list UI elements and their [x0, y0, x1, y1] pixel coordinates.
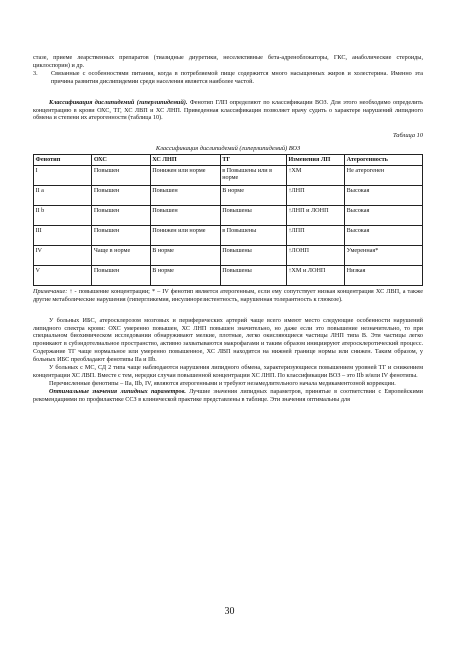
table-cell: Высокая: [345, 225, 423, 245]
table-row: [34, 265, 423, 285]
paragraph-ms-sd2: У больных с МС, СД 2 типа чаще наблюдаются нарушения липидного обмена, характеризующиеся повышением уровней ТГ и снижением концентрации ХС ЛВП. Вместе с тем, нередки случаи повышенной концентрации ХС ЛНП. По классификации ВОЗ – это IIb и/или IV фенотипы.: [33, 364, 423, 379]
table-cell: В норме: [150, 245, 220, 265]
paragraph-phenotypes: Перечисленные фенотипы – IIa, IIb, IV, являются атерогенными и требуют незамедлительного начала медикаментозной коррекции.: [49, 379, 396, 387]
optimal-values-text: Лучшие значения липидных параметров, принятые в соответствии с Европейскими рекомендациями по профилактике ССЗ в клинической практике представлены в таблице. Эти значения оптимальны для: [33, 387, 423, 403]
table-row: [34, 165, 423, 185]
table-row: [34, 225, 423, 245]
list-number: 3.: [33, 69, 38, 77]
table-caption: Классификация дислипидемий (гиперлипидемий) ВОЗ: [155, 145, 301, 153]
paragraph-optimal-values: [33, 388, 423, 404]
paragraph-classification: [33, 99, 423, 123]
table-cell: Высокая: [345, 185, 423, 205]
table-cell: Чаще в норме: [92, 245, 150, 265]
table-cell: В норме: [220, 185, 286, 205]
table-cell: Повышены: [220, 245, 286, 265]
table-cell: Повышен: [92, 265, 150, 285]
table-cell: Не атерогенен: [345, 165, 423, 185]
table-cell: Повышен: [92, 225, 150, 245]
table-cell: ↑ЛНП и ЛОНП: [286, 205, 344, 225]
note-text: ↑ - повышение концентрации; * – IV фенотип является атерогенным, если ему сопутствует низкая концентрация ХС ЛВП, а также другие метаболические нарушения (гипергликемия, инсулинорезистентность, нарушенная толерантность к глюкозе).: [33, 287, 423, 303]
table-cell: Повышен: [92, 165, 150, 185]
table-row: [34, 245, 423, 265]
header-atherogenicity: Атерогенность: [345, 155, 423, 166]
table-cell: в Повышены: [220, 225, 286, 245]
table-cell: Повышены: [220, 205, 286, 225]
table-cell: ↑ЛОНП: [286, 245, 344, 265]
table-cell: I: [34, 165, 92, 185]
header-ohs: ОХС: [92, 155, 150, 166]
table-cell: ↑ЛПП: [286, 225, 344, 245]
table-cell: II b: [34, 205, 92, 225]
table-cell: III: [34, 225, 92, 245]
table-cell: Высокая: [345, 205, 423, 225]
header-tg: ТГ: [220, 155, 286, 166]
table-cell: Понижен или норме: [150, 225, 220, 245]
table-header-row: [34, 155, 423, 166]
paragraph-causes-continuation: стазе, приеме леарственных препаратов (тиазидные диуретики, неселективные бета-адреноблокаторы, ГКС, анаболические стероиды, циклоспорин) и др.: [33, 54, 423, 69]
table-cell: ↑ХМ и ЛОНП: [286, 265, 344, 285]
table-cell: Умеренная*: [345, 245, 423, 265]
table-row: [34, 205, 423, 225]
note-label: Примечание:: [33, 287, 68, 295]
table-cell: V: [34, 265, 92, 285]
table-cell: II a: [34, 185, 92, 205]
paragraph-ibs: У больных ИБС, атеросклерозом мозговых и периферических артерий чаще всего имеют место следующие особенности нарушений липидного спектра крови: ОХС умеренно повышен, ХС ЛНП повышен значительно, но даже если это повышение незначительно, то при специальном биохимическом исследовании обнаруживают мелкие, плотные, легко окисляющиеся частицы ЛНП типа В. Эти частицы легко проникают в субэндотелиальное пространство, активно захватываются макрофагами и таким образом инициируют атеросклеротический процесс. Содержание ТГ чаще нормальное или умеренно повышенное, ХС ЛВП находится на нижней границе нормы или снижен. Таким образом, у больных ИБС преобладают фенотипы IIa и IIb.: [33, 316, 423, 364]
list-item-3: [33, 70, 423, 86]
table-number-label: Таблица 10: [392, 132, 423, 140]
list-text: Связанные с особенностями питания, когда в потребляемой пище содержится много насыщенных жиров и холестерина. Именно эта причина развития дислипидемии среди населения является наиболее частой.: [51, 69, 423, 85]
classification-heading: Классификация дислипидемий (гиперлипидемий).: [49, 98, 188, 106]
header-phenotype: Фенотип: [34, 155, 92, 166]
header-ldl: ХС ЛНП: [150, 155, 220, 166]
table-cell: IV: [34, 245, 92, 265]
table-cell: Повышены: [220, 265, 286, 285]
table-cell: Понижен или норме: [150, 165, 220, 185]
page-number: 30: [224, 606, 235, 617]
table-cell: Низкая: [345, 265, 423, 285]
table-cell: ↑ЛНП: [286, 185, 344, 205]
table-cell: Повышен: [92, 205, 150, 225]
classification-text: Фенотип ГЛП определяют по классификации ВОЗ. Для этого необходимо определить концентрацию в крови ОХС, ТГ, ХС ЛВП и ХС ЛНП. Приведенная классификация позволяет врачу судить о характере нарушений липидного обмена и степени их атерогенности (таблица 10).: [33, 98, 423, 122]
table-cell: Повышен: [150, 185, 220, 205]
classification-table: [33, 154, 423, 286]
table-cell: В норме: [150, 265, 220, 285]
table-cell: в Повышены или в норме: [220, 165, 286, 185]
table-cell: ↑ХМ: [286, 165, 344, 185]
table-note: [33, 288, 423, 304]
header-lp-changes: Изменения ЛП: [286, 155, 344, 166]
optimal-values-heading: Оптимальные значения липидных параметров.: [49, 387, 186, 395]
table-cell: Повышен: [150, 205, 220, 225]
table-row: [34, 185, 423, 205]
table-cell: Повышен: [92, 185, 150, 205]
text-column: [33, 54, 423, 404]
